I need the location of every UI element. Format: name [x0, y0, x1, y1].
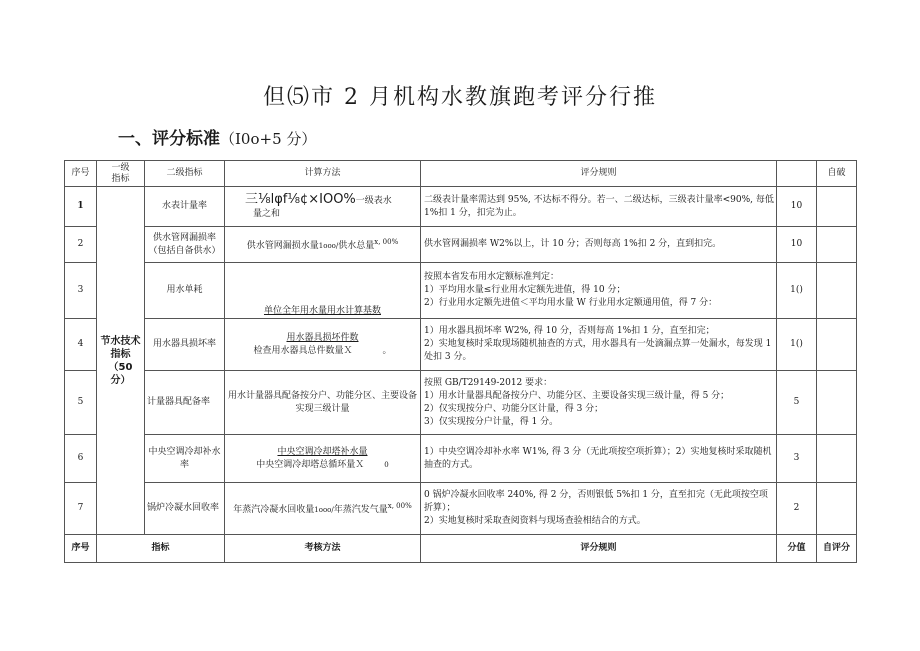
header-self: 自破	[817, 161, 857, 187]
rule-line: 0 锅炉冷凝水回收率 240%, 得 2 分，否则银低 5%扣 1 分，直至扣完（无此项按空项折算）；	[424, 490, 768, 513]
rule-line: 2）实地复核时采取现场随机抽查的方式，用水器具有一处滴漏点算一处漏水，每发现 1 处扣 3 分。	[424, 339, 772, 362]
score-rule	[421, 263, 777, 319]
row-no: 3	[65, 263, 97, 319]
self-score	[817, 371, 857, 435]
footer-rule: 评分规则	[421, 535, 777, 563]
formula-mark: 。	[382, 345, 392, 356]
formula-sub: 1ooo/	[318, 242, 339, 250]
row-no: 4	[65, 319, 97, 371]
calc-method	[225, 227, 421, 263]
table-row	[65, 187, 857, 227]
score-rule	[421, 371, 777, 435]
self-score	[817, 483, 857, 535]
level2-indicator: 用水单耗	[145, 263, 225, 319]
header-level1: 一级 指标	[97, 161, 145, 187]
scoring-table	[64, 160, 857, 563]
footer-row	[65, 535, 857, 563]
section-heading-text: 一、评分标准	[118, 129, 220, 149]
header-level2: 二级指标	[145, 161, 225, 187]
table-row	[65, 227, 857, 263]
section-heading	[118, 124, 316, 149]
row-no: 6	[65, 435, 97, 483]
calc-method: 用水计量器具配备按分户、功能分区、主要设备实现三级计量	[225, 371, 421, 435]
header-rule: 评分规则	[421, 161, 777, 187]
page-title: 但⑸市 2 月机构水教旗跑考评分行推	[263, 85, 657, 110]
level2-indicator: 锅炉冷凝水回收率	[145, 483, 225, 535]
rule-line: 2）仅实现按分户、功能分区计量，得 3 分；	[424, 403, 604, 414]
formula-mark: 0	[384, 460, 389, 469]
row-no: 1	[65, 187, 97, 227]
calc-method	[225, 319, 421, 371]
self-score	[817, 187, 857, 227]
footer-no: 序号	[65, 535, 97, 563]
calc-method	[225, 483, 421, 535]
row-no: 2	[65, 227, 97, 263]
formula-text: 供水管网漏损水量	[246, 241, 319, 251]
section-points: （I0o+5 分）	[220, 130, 317, 148]
self-score	[817, 263, 857, 319]
formula-numerator: 中央空调冷却塔补水量	[277, 446, 368, 457]
score-rule: 二级表计量率需达到 95%, 不达标不得分。若一、二级达标，三级表计量率<90%, 每低 1%扣 1 分，扣完为止。	[421, 187, 777, 227]
level2-indicator: 用水器具损坏率	[145, 319, 225, 371]
formula-numerator: 用水器具损坏件数	[286, 332, 359, 343]
table-row	[65, 483, 857, 535]
level2-indicator: 计量器具配备率	[145, 371, 225, 435]
table-row	[65, 263, 857, 319]
header-no: 序号	[65, 161, 97, 187]
formula-suffix-line2: 量之和	[253, 208, 281, 219]
self-score	[817, 227, 857, 263]
score-value: 5	[777, 371, 817, 435]
self-score	[817, 435, 857, 483]
level2-indicator: 水表计量率	[145, 187, 225, 227]
score-rule	[421, 319, 777, 371]
score-value: 10	[777, 187, 817, 227]
formula-sup: x, 00%	[374, 238, 399, 246]
level1-indicator: 节水技术 指标（50 分）	[97, 187, 145, 535]
score-value: 3	[777, 435, 817, 483]
score-rule	[421, 483, 777, 535]
score-rule: 1）中央空调冷却补水率 W1%, 得 3 分（无此项按空项折算）；2）实地复核时采取随机抽查的方式。	[421, 435, 777, 483]
formula-tail: 年蒸汽发气量	[333, 505, 388, 515]
self-score	[817, 319, 857, 371]
header-row	[65, 161, 857, 187]
formula-sup: x, 00%	[387, 502, 412, 510]
score-value: 1()	[777, 263, 817, 319]
rule-line: 按照 GB/T29149-2012 要求：	[424, 377, 553, 388]
formula-text: 年蒸汽冷凝水回收量	[233, 505, 315, 515]
score-value: 10	[777, 227, 817, 263]
score-value: 1()	[777, 319, 817, 371]
rule-line: 3）仅实现按分户计量，得 1 分。	[424, 416, 559, 427]
table-row	[65, 319, 857, 371]
footer-score: 分值	[777, 535, 817, 563]
formula-suffix: 一级表水	[355, 195, 392, 206]
level2-indicator: 供水管网漏损率（包括自备供水）	[145, 227, 225, 263]
score-value: 2	[777, 483, 817, 535]
formula-main: 三⅛lφf⅛¢×IOO%	[245, 191, 356, 207]
footer-method: 考核方法	[225, 535, 421, 563]
formula-denominator: 中央空调冷却塔总循环量Ｘ	[256, 459, 365, 470]
rule-line: 1）用水计量器具配备按分户、功能分区、主要设备实现三级计量，得 5 分；	[424, 390, 730, 401]
rule-line: 按照本省发布用水定额标准判定：	[424, 272, 560, 282]
formula-sub: 1ooo/	[314, 506, 334, 514]
formula-text: 单位全年用水量用水计算基数	[263, 306, 381, 316]
score-rule: 供水管网漏损率 W2%以上，计 10 分；否则每高 1%扣 2 分，直到扣完。	[421, 227, 777, 263]
header-method: 计算方法	[225, 161, 421, 187]
formula-tail: 供水总量	[338, 241, 375, 251]
table-row	[65, 435, 857, 483]
footer-self: 自评分	[817, 535, 857, 563]
calc-method	[225, 187, 421, 227]
row-no: 5	[65, 371, 97, 435]
formula-denominator: 检查用水器具总件数量Ｘ	[253, 345, 353, 356]
rule-line: 1）用水器具损坏率 W2%, 得 10 分，否则每高 1%扣 1 分，直至扣完；	[424, 326, 715, 336]
rule-line: 2）实地复核时采取查阅资料与现场查验相结合的方式。	[424, 516, 646, 526]
level2-indicator: 中央空调冷却补水率	[145, 435, 225, 483]
row-no: 7	[65, 483, 97, 535]
rule-line: 2）行业用水定额先进值＜平均用水量 W 行业用水定额通用值，得 7 分：	[424, 298, 718, 308]
header-score	[777, 161, 817, 187]
calc-method	[225, 263, 421, 319]
rule-line: 1）平均用水量≤行业用水定额先进值，得 10 分；	[424, 285, 626, 295]
calc-method	[225, 435, 421, 483]
footer-indicator: 指标	[97, 535, 225, 563]
table-row	[65, 371, 857, 435]
